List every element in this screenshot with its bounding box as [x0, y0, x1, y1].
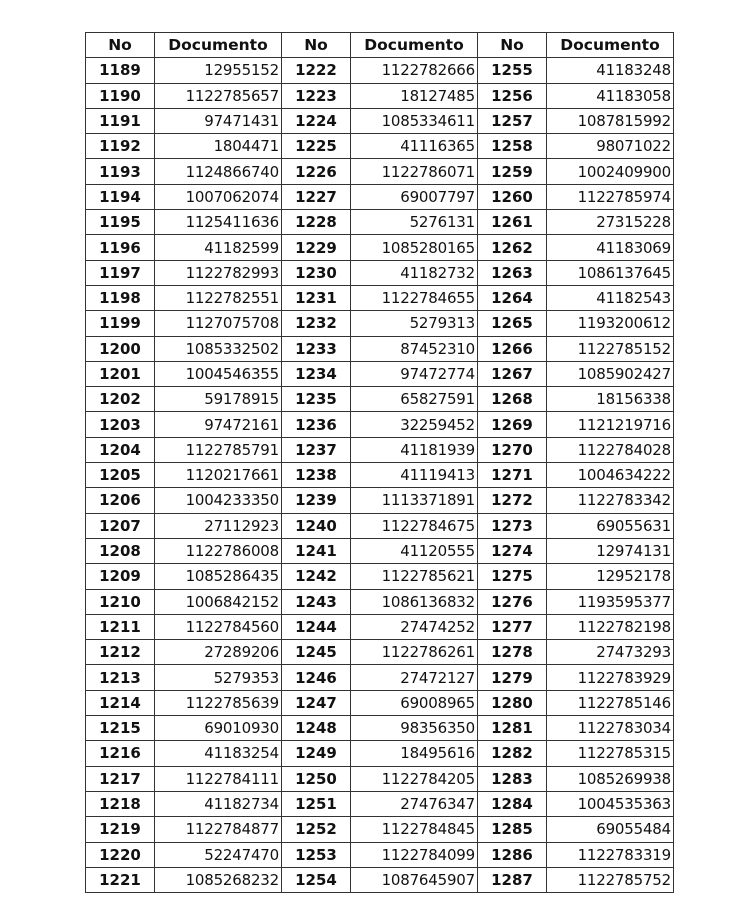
- document-cell: 69007797: [351, 184, 478, 209]
- document-cell: 1004233350: [155, 488, 282, 513]
- document-cell: 69055484: [547, 817, 674, 842]
- row-number-cell: 1278: [478, 640, 547, 665]
- document-cell: 69055631: [547, 513, 674, 538]
- row-number-cell: 1201: [86, 361, 155, 386]
- row-number-cell: 1224: [282, 108, 351, 133]
- document-cell: 18156338: [547, 387, 674, 412]
- table-row: [86, 488, 674, 513]
- row-number-cell: 1266: [478, 336, 547, 361]
- document-cell: 1004546355: [155, 361, 282, 386]
- table-row: [86, 58, 674, 83]
- row-number-cell: 1242: [282, 564, 351, 589]
- table-row: [86, 513, 674, 538]
- document-cell: 1122782198: [547, 614, 674, 639]
- table-row: [86, 817, 674, 842]
- document-cell: 18127485: [351, 83, 478, 108]
- row-number-cell: 1227: [282, 184, 351, 209]
- document-cell: 1085286435: [155, 564, 282, 589]
- row-number-cell: 1250: [282, 766, 351, 791]
- document-cell: 1085280165: [351, 235, 478, 260]
- row-number-cell: 1192: [86, 134, 155, 159]
- document-cell: 69010930: [155, 716, 282, 741]
- document-cell: 1006842152: [155, 589, 282, 614]
- row-number-cell: 1258: [478, 134, 547, 159]
- row-number-cell: 1212: [86, 640, 155, 665]
- document-cell: 1804471: [155, 134, 282, 159]
- header-row: [86, 33, 674, 58]
- document-cell: 97471431: [155, 108, 282, 133]
- document-cell: 1122785752: [547, 867, 674, 892]
- row-number-cell: 1189: [86, 58, 155, 83]
- document-cell: 27476347: [351, 791, 478, 816]
- document-cell: 1004535363: [547, 791, 674, 816]
- document-cell: 1122785639: [155, 690, 282, 715]
- document-cell: 1122785791: [155, 437, 282, 462]
- row-number-cell: 1256: [478, 83, 547, 108]
- document-cell: 1122783034: [547, 716, 674, 741]
- row-number-cell: 1190: [86, 83, 155, 108]
- table-row: [86, 564, 674, 589]
- row-number-cell: 1240: [282, 513, 351, 538]
- document-cell: 41183069: [547, 235, 674, 260]
- document-cell: 97472161: [155, 412, 282, 437]
- document-cell: 27112923: [155, 513, 282, 538]
- header-documento-3: Documento: [547, 33, 674, 58]
- row-number-cell: 1280: [478, 690, 547, 715]
- document-cell: 1007062074: [155, 184, 282, 209]
- row-number-cell: 1230: [282, 260, 351, 285]
- table-row: [86, 83, 674, 108]
- document-cell: 41182732: [351, 260, 478, 285]
- row-number-cell: 1215: [86, 716, 155, 741]
- header-no-1: No: [86, 33, 155, 58]
- document-cell: 1122784028: [547, 437, 674, 462]
- row-number-cell: 1251: [282, 791, 351, 816]
- document-cell: 1127075708: [155, 311, 282, 336]
- document-cell: 1121219716: [547, 412, 674, 437]
- document-cell: 1122783929: [547, 665, 674, 690]
- document-cell: 27473293: [547, 640, 674, 665]
- row-number-cell: 1202: [86, 387, 155, 412]
- row-number-cell: 1275: [478, 564, 547, 589]
- document-cell: 1087815992: [547, 108, 674, 133]
- document-cell: 41116365: [351, 134, 478, 159]
- document-cell: 41183248: [547, 58, 674, 83]
- table-row: [86, 614, 674, 639]
- row-number-cell: 1228: [282, 210, 351, 235]
- row-number-cell: 1254: [282, 867, 351, 892]
- row-number-cell: 1195: [86, 210, 155, 235]
- row-number-cell: 1196: [86, 235, 155, 260]
- row-number-cell: 1243: [282, 589, 351, 614]
- row-number-cell: 1277: [478, 614, 547, 639]
- row-number-cell: 1264: [478, 285, 547, 310]
- document-cell: 1122784205: [351, 766, 478, 791]
- row-number-cell: 1235: [282, 387, 351, 412]
- row-number-cell: 1204: [86, 437, 155, 462]
- table-body: [86, 58, 674, 893]
- table-row: [86, 589, 674, 614]
- document-cell: 1122784111: [155, 766, 282, 791]
- row-number-cell: 1199: [86, 311, 155, 336]
- document-cell: 59178915: [155, 387, 282, 412]
- row-number-cell: 1287: [478, 867, 547, 892]
- document-cell: 98071022: [547, 134, 674, 159]
- row-number-cell: 1197: [86, 260, 155, 285]
- row-number-cell: 1222: [282, 58, 351, 83]
- document-cell: 41182599: [155, 235, 282, 260]
- document-cell: 1113371891: [351, 488, 478, 513]
- row-number-cell: 1267: [478, 361, 547, 386]
- document-cell: 41182543: [547, 285, 674, 310]
- document-cell: 5276131: [351, 210, 478, 235]
- document-cell: 12952178: [547, 564, 674, 589]
- row-number-cell: 1269: [478, 412, 547, 437]
- row-number-cell: 1268: [478, 387, 547, 412]
- row-number-cell: 1260: [478, 184, 547, 209]
- row-number-cell: 1200: [86, 336, 155, 361]
- document-cell: 1002409900: [547, 159, 674, 184]
- document-cell: 1122784877: [155, 817, 282, 842]
- row-number-cell: 1282: [478, 741, 547, 766]
- document-cell: 1122785657: [155, 83, 282, 108]
- row-number-cell: 1273: [478, 513, 547, 538]
- row-number-cell: 1285: [478, 817, 547, 842]
- document-cell: 1122784675: [351, 513, 478, 538]
- document-cell: 1125411636: [155, 210, 282, 235]
- document-cell: 1085334611: [351, 108, 478, 133]
- document-cell: 98356350: [351, 716, 478, 741]
- document-cell: 1087645907: [351, 867, 478, 892]
- table-row: [86, 412, 674, 437]
- table-row: [86, 741, 674, 766]
- table-row: [86, 640, 674, 665]
- document-cell: 52247470: [155, 842, 282, 867]
- row-number-cell: 1209: [86, 564, 155, 589]
- document-cell: 1085332502: [155, 336, 282, 361]
- row-number-cell: 1247: [282, 690, 351, 715]
- header-no-2: No: [282, 33, 351, 58]
- document-cell: 41119413: [351, 463, 478, 488]
- row-number-cell: 1281: [478, 716, 547, 741]
- row-number-cell: 1234: [282, 361, 351, 386]
- document-cell: 1122786008: [155, 538, 282, 563]
- document-cell: 1120217661: [155, 463, 282, 488]
- document-cell: 41183254: [155, 741, 282, 766]
- document-cell: 1085269938: [547, 766, 674, 791]
- row-number-cell: 1261: [478, 210, 547, 235]
- row-number-cell: 1208: [86, 538, 155, 563]
- row-number-cell: 1233: [282, 336, 351, 361]
- document-cell: 1122783342: [547, 488, 674, 513]
- document-cell: 1122782993: [155, 260, 282, 285]
- document-cell: 41182734: [155, 791, 282, 816]
- row-number-cell: 1206: [86, 488, 155, 513]
- row-number-cell: 1253: [282, 842, 351, 867]
- row-number-cell: 1225: [282, 134, 351, 159]
- row-number-cell: 1286: [478, 842, 547, 867]
- header-no-3: No: [478, 33, 547, 58]
- row-number-cell: 1257: [478, 108, 547, 133]
- table-row: [86, 260, 674, 285]
- row-number-cell: 1203: [86, 412, 155, 437]
- table-row: [86, 336, 674, 361]
- table-row: [86, 867, 674, 892]
- document-cell: 1086137645: [547, 260, 674, 285]
- table-row: [86, 716, 674, 741]
- document-cell: 1124866740: [155, 159, 282, 184]
- row-number-cell: 1245: [282, 640, 351, 665]
- document-cell: 1004634222: [547, 463, 674, 488]
- document-cell: 12955152: [155, 58, 282, 83]
- row-number-cell: 1211: [86, 614, 155, 639]
- row-number-cell: 1223: [282, 83, 351, 108]
- document-cell: 1122784655: [351, 285, 478, 310]
- row-number-cell: 1214: [86, 690, 155, 715]
- table-row: [86, 690, 674, 715]
- table-row: [86, 134, 674, 159]
- row-number-cell: 1255: [478, 58, 547, 83]
- document-cell: 41181939: [351, 437, 478, 462]
- document-cell: 69008965: [351, 690, 478, 715]
- row-number-cell: 1194: [86, 184, 155, 209]
- document-cell: 27315228: [547, 210, 674, 235]
- document-cell: 1122785315: [547, 741, 674, 766]
- row-number-cell: 1231: [282, 285, 351, 310]
- document-cell: 1122786071: [351, 159, 478, 184]
- document-cell: 1122783319: [547, 842, 674, 867]
- document-cell: 41120555: [351, 538, 478, 563]
- document-cell: 97472774: [351, 361, 478, 386]
- row-number-cell: 1210: [86, 589, 155, 614]
- row-number-cell: 1239: [282, 488, 351, 513]
- row-number-cell: 1238: [282, 463, 351, 488]
- row-number-cell: 1272: [478, 488, 547, 513]
- row-number-cell: 1271: [478, 463, 547, 488]
- row-number-cell: 1220: [86, 842, 155, 867]
- table-row: [86, 791, 674, 816]
- document-cell: 5279353: [155, 665, 282, 690]
- row-number-cell: 1205: [86, 463, 155, 488]
- document-cell: 1193595377: [547, 589, 674, 614]
- table-row: [86, 437, 674, 462]
- row-number-cell: 1229: [282, 235, 351, 260]
- row-number-cell: 1248: [282, 716, 351, 741]
- document-cell: 1085268232: [155, 867, 282, 892]
- document-cell: 65827591: [351, 387, 478, 412]
- row-number-cell: 1217: [86, 766, 155, 791]
- document-cell: 1122785146: [547, 690, 674, 715]
- table-row: [86, 842, 674, 867]
- row-number-cell: 1249: [282, 741, 351, 766]
- document-cell: 5279313: [351, 311, 478, 336]
- document-cell: 27289206: [155, 640, 282, 665]
- row-number-cell: 1283: [478, 766, 547, 791]
- row-number-cell: 1221: [86, 867, 155, 892]
- table-row: [86, 311, 674, 336]
- document-cell: 32259452: [351, 412, 478, 437]
- document-cell: 1086136832: [351, 589, 478, 614]
- table-row: [86, 159, 674, 184]
- row-number-cell: 1236: [282, 412, 351, 437]
- row-number-cell: 1274: [478, 538, 547, 563]
- document-cell: 1122785152: [547, 336, 674, 361]
- document-cell: 1122784099: [351, 842, 478, 867]
- row-number-cell: 1237: [282, 437, 351, 462]
- row-number-cell: 1265: [478, 311, 547, 336]
- row-number-cell: 1252: [282, 817, 351, 842]
- table-row: [86, 463, 674, 488]
- row-number-cell: 1262: [478, 235, 547, 260]
- table-row: [86, 285, 674, 310]
- document-cell: 18495616: [351, 741, 478, 766]
- row-number-cell: 1270: [478, 437, 547, 462]
- table-row: [86, 766, 674, 791]
- row-number-cell: 1226: [282, 159, 351, 184]
- document-cell: 1122785621: [351, 564, 478, 589]
- document-cell: 87452310: [351, 336, 478, 361]
- document-cell: 41183058: [547, 83, 674, 108]
- document-cell: 27472127: [351, 665, 478, 690]
- table-row: [86, 235, 674, 260]
- document-cell: 1122784560: [155, 614, 282, 639]
- table-row: [86, 361, 674, 386]
- row-number-cell: 1218: [86, 791, 155, 816]
- table-row: [86, 387, 674, 412]
- document-cell: 1122784845: [351, 817, 478, 842]
- row-number-cell: 1232: [282, 311, 351, 336]
- document-cell: 1122782666: [351, 58, 478, 83]
- document-cell: 12974131: [547, 538, 674, 563]
- row-number-cell: 1276: [478, 589, 547, 614]
- row-number-cell: 1193: [86, 159, 155, 184]
- header-documento-2: Documento: [351, 33, 478, 58]
- row-number-cell: 1198: [86, 285, 155, 310]
- row-number-cell: 1244: [282, 614, 351, 639]
- document-cell: 1122786261: [351, 640, 478, 665]
- document-cell: 1085902427: [547, 361, 674, 386]
- row-number-cell: 1213: [86, 665, 155, 690]
- row-number-cell: 1219: [86, 817, 155, 842]
- row-number-cell: 1279: [478, 665, 547, 690]
- header-documento-1: Documento: [155, 33, 282, 58]
- document-cell: 27474252: [351, 614, 478, 639]
- document-cell: 1193200612: [547, 311, 674, 336]
- row-number-cell: 1241: [282, 538, 351, 563]
- row-number-cell: 1246: [282, 665, 351, 690]
- row-number-cell: 1216: [86, 741, 155, 766]
- table-row: [86, 538, 674, 563]
- row-number-cell: 1207: [86, 513, 155, 538]
- table-row: [86, 184, 674, 209]
- table-row: [86, 108, 674, 133]
- row-number-cell: 1191: [86, 108, 155, 133]
- documents-table: [85, 32, 674, 893]
- table-row: [86, 210, 674, 235]
- row-number-cell: 1259: [478, 159, 547, 184]
- table-row: [86, 665, 674, 690]
- row-number-cell: 1263: [478, 260, 547, 285]
- row-number-cell: 1284: [478, 791, 547, 816]
- document-cell: 1122785974: [547, 184, 674, 209]
- document-cell: 1122782551: [155, 285, 282, 310]
